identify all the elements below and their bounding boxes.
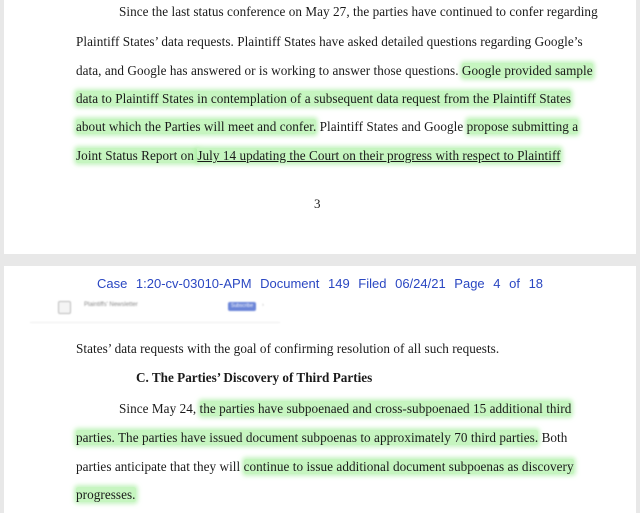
text: Plaintiff States and Google xyxy=(316,119,467,134)
highlighted-underlined-text: July 14 updating the Court on their progress with respect to Plaintiff xyxy=(197,148,561,163)
page-3 xyxy=(4,0,636,254)
subscribe-button[interactable]: Subscribe xyxy=(228,302,256,311)
text: States’ data requests with the goal of confirming resolution of all such requests. xyxy=(76,341,500,356)
highlighted-text: Joint Status Report on xyxy=(76,148,198,163)
text: data, and Google has answered or is working to answer those questions. xyxy=(76,63,462,78)
highlighted-text: parties. The parties have issued document subpoenas to approximately 70 third parties. xyxy=(76,430,539,445)
page-number: 3 xyxy=(314,196,321,211)
text-line-7 xyxy=(76,340,499,358)
ecf-header: Case 1:20-cv-03010-APM Document 149 Filed 06/24/21 Page 4 of 18 xyxy=(96,276,544,291)
newsletter-embed xyxy=(30,294,280,323)
text-line-9 xyxy=(76,429,567,447)
section-heading: C. The Parties’ Discovery of Third Parties xyxy=(136,370,373,385)
page-4 xyxy=(4,266,636,513)
highlighted-text: data to Plaintiff States in contemplation of a subsequent data request from the Plaintiff States xyxy=(76,91,572,106)
highlighted-text: the parties have subpoenaed and cross-subpoenaed 15 additional third xyxy=(199,401,572,416)
text-line-10 xyxy=(76,458,574,476)
text: Since the last status conference on May 27, the parties have continued to confer regarding xyxy=(119,4,598,19)
text-line-8 xyxy=(119,400,571,418)
text-line-11 xyxy=(76,486,136,504)
text-line-4 xyxy=(76,90,571,108)
text: Both xyxy=(538,430,568,445)
highlighted-text: propose submitting a xyxy=(466,119,579,134)
text-line-2 xyxy=(76,33,583,51)
text-line-5 xyxy=(76,118,578,136)
text: Plaintiff States’ data requests. Plaintiff States have asked detailed questions regarding Google’s xyxy=(76,34,583,49)
text: parties anticipate that they will xyxy=(76,459,244,474)
highlighted-text: Google provided sample xyxy=(461,63,593,78)
text-line-3 xyxy=(76,62,593,80)
newsletter-icon xyxy=(58,301,71,314)
chevron-right-icon: › xyxy=(262,302,264,308)
highlighted-text: progresses. xyxy=(76,487,136,502)
text-line-6 xyxy=(76,147,561,165)
text-line-1 xyxy=(119,3,598,21)
highlighted-text: about which the Parties will meet and confer. xyxy=(76,119,317,134)
newsletter-label: Plaintiffs' Newsletter xyxy=(84,302,138,308)
text: Since May 24, xyxy=(119,401,200,416)
highlighted-text: continue to issue additional document subpoenas as discovery xyxy=(243,459,574,474)
